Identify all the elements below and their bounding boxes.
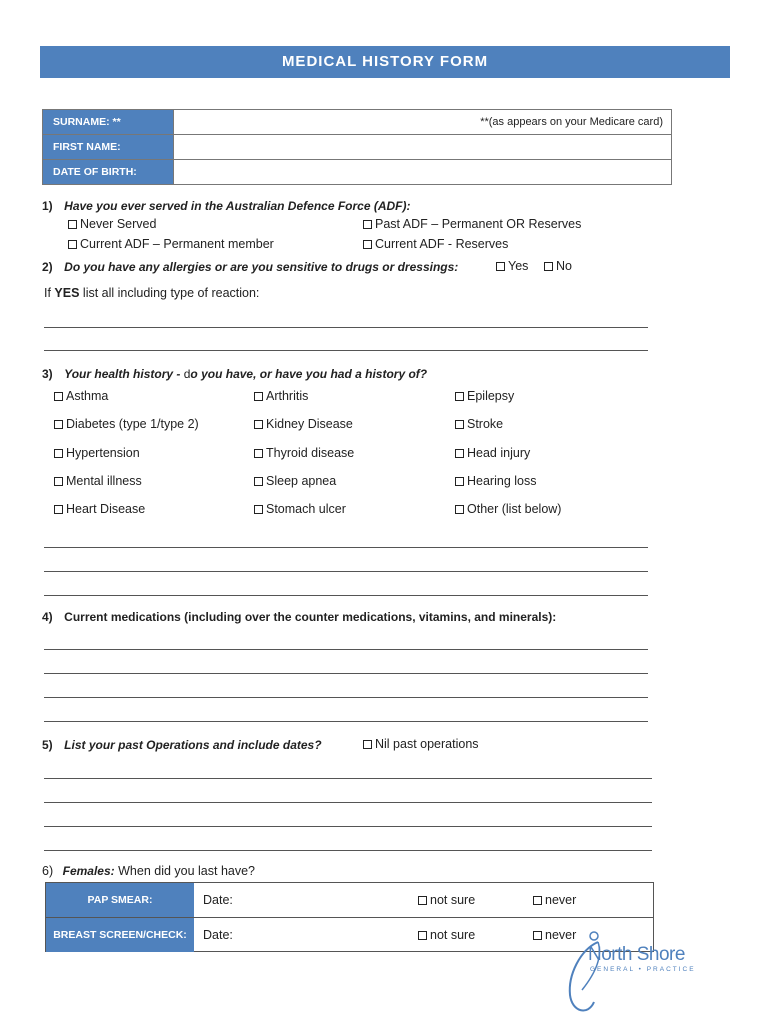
checkbox-icon[interactable]: [54, 392, 63, 401]
firstname-field[interactable]: [173, 135, 671, 159]
q1-text: Have you ever served in the Australian Defence Force (ADF):: [64, 199, 411, 213]
checkbox-icon[interactable]: [254, 449, 263, 458]
checkbox-icon[interactable]: [455, 420, 464, 429]
checkbox-icon[interactable]: [254, 477, 263, 486]
condition-heart-disease[interactable]: Heart Disease: [54, 502, 145, 516]
q2-number: 2): [42, 260, 53, 274]
condition-diabetes[interactable]: Diabetes (type 1/type 2): [54, 417, 199, 431]
condition-mental-illness[interactable]: Mental illness: [54, 474, 142, 488]
operations-line-1[interactable]: [44, 778, 652, 779]
surname-label: SURNAME: **: [43, 110, 173, 134]
operations-line-2[interactable]: [44, 802, 652, 803]
q4-heading: [42, 610, 556, 624]
checkbox-icon[interactable]: [54, 477, 63, 486]
adf-current-reserves[interactable]: Current ADF - Reserves: [363, 237, 508, 251]
q4-text: Current medications (including over the counter medications, vitamins, and minerals):: [64, 610, 557, 624]
checkbox-icon[interactable]: [533, 896, 542, 905]
allergy-yes[interactable]: Yes: [496, 259, 528, 273]
operations-line-3[interactable]: [44, 826, 652, 827]
firstname-row: [43, 134, 671, 159]
dob-row: [43, 159, 671, 184]
q6-text: When did you last have?: [114, 864, 256, 878]
checkbox-icon[interactable]: [544, 262, 553, 271]
q6-bold: Females:: [62, 864, 115, 878]
checkbox-icon[interactable]: [54, 505, 63, 514]
q6-number: 6): [42, 864, 54, 878]
q4-number: 4): [42, 610, 53, 624]
pap-smear-date[interactable]: Date:: [203, 893, 233, 907]
condition-stroke[interactable]: Stroke: [455, 417, 503, 431]
checkbox-icon[interactable]: [455, 449, 464, 458]
adf-past[interactable]: Past ADF – Permanent OR Reserves: [363, 217, 581, 231]
history-line-1[interactable]: [44, 547, 648, 548]
q1-heading: [42, 199, 411, 213]
checkbox-icon[interactable]: [496, 262, 505, 271]
checkbox-icon[interactable]: [533, 931, 542, 940]
surname-row: [43, 110, 671, 134]
condition-other[interactable]: Other (list below): [455, 502, 561, 516]
q5-heading: [42, 738, 322, 752]
pap-not-sure[interactable]: not sure: [418, 883, 475, 917]
q1-number: 1): [42, 199, 53, 213]
checkbox-icon[interactable]: [363, 740, 372, 749]
checkbox-icon[interactable]: [254, 420, 263, 429]
q6-heading: [42, 864, 255, 878]
medication-line-2[interactable]: [44, 673, 648, 674]
checkbox-icon[interactable]: [455, 477, 464, 486]
checkbox-icon[interactable]: [254, 505, 263, 514]
q2-text: Do you have any allergies or are you sensitive to drugs or dressings:: [64, 260, 459, 274]
breast-screen-date[interactable]: Date:: [203, 928, 233, 942]
medication-line-1[interactable]: [44, 649, 648, 650]
condition-hypertension[interactable]: Hypertension: [54, 446, 140, 460]
checkbox-icon[interactable]: [418, 931, 427, 940]
dob-label: DATE OF BIRTH:: [43, 160, 173, 184]
adf-current-permanent[interactable]: Current ADF – Permanent member: [68, 237, 274, 251]
q3-number: 3): [42, 367, 53, 381]
checkbox-icon[interactable]: [68, 220, 77, 229]
q3-heading: 3) Your health history - do you have, or have you had a history of?: [42, 367, 428, 381]
operations-line-4[interactable]: [44, 850, 652, 851]
checkbox-icon[interactable]: [455, 505, 464, 514]
allergy-line-2[interactable]: [44, 350, 648, 351]
history-line-2[interactable]: [44, 571, 648, 572]
identity-table: [42, 109, 672, 185]
allergy-line-1[interactable]: [44, 327, 648, 328]
condition-arthritis[interactable]: Arthritis: [254, 389, 308, 403]
breast-screen-label: BREAST SCREEN/CHECK:: [46, 918, 194, 952]
checkbox-icon[interactable]: [54, 420, 63, 429]
checkbox-icon[interactable]: [418, 896, 427, 905]
medication-line-3[interactable]: [44, 697, 648, 698]
pap-smear-row: [46, 883, 653, 917]
checkbox-icon[interactable]: [363, 240, 372, 249]
firstname-label: FIRST NAME:: [43, 135, 173, 159]
checkbox-icon[interactable]: [54, 449, 63, 458]
dob-field[interactable]: [173, 160, 671, 184]
surname-field[interactable]: [173, 110, 671, 134]
checkbox-icon[interactable]: [455, 392, 464, 401]
condition-sleep-apnea[interactable]: Sleep apnea: [254, 474, 336, 488]
pap-smear-label: PAP SMEAR:: [46, 883, 194, 917]
medication-line-4[interactable]: [44, 721, 648, 722]
condition-head-injury[interactable]: Head injury: [455, 446, 530, 460]
surname-note: **(as appears on your Medicare card): [480, 116, 663, 128]
checkbox-icon[interactable]: [363, 220, 372, 229]
history-line-3[interactable]: [44, 595, 648, 596]
q5-number: 5): [42, 738, 53, 752]
north-shore-logo: [560, 930, 696, 1022]
condition-hearing-loss[interactable]: Hearing loss: [455, 474, 536, 488]
pap-never[interactable]: never: [533, 883, 576, 917]
form-title: MEDICAL HISTORY FORM: [40, 46, 730, 78]
breast-never[interactable]: never: [533, 918, 576, 952]
q5-text: List your past Operations and include dates?: [64, 738, 322, 752]
logo-tagline: GENERAL • PRACTICE: [590, 966, 696, 973]
allergy-followup: If YES list all including type of reaction:: [44, 286, 260, 300]
breast-not-sure[interactable]: not sure: [418, 918, 475, 952]
nil-operations[interactable]: Nil past operations: [363, 737, 479, 751]
allergy-no[interactable]: No: [544, 259, 572, 273]
checkbox-icon[interactable]: [254, 392, 263, 401]
condition-epilepsy[interactable]: Epilepsy: [455, 389, 514, 403]
condition-asthma[interactable]: Asthma: [54, 389, 108, 403]
condition-stomach-ulcer[interactable]: Stomach ulcer: [254, 502, 346, 516]
q2-heading: [42, 260, 458, 274]
condition-thyroid[interactable]: Thyroid disease: [254, 446, 354, 460]
logo-name: North Shore: [588, 944, 685, 965]
adf-never-served[interactable]: Never Served: [68, 217, 156, 231]
condition-kidney[interactable]: Kidney Disease: [254, 417, 353, 431]
checkbox-icon[interactable]: [68, 240, 77, 249]
